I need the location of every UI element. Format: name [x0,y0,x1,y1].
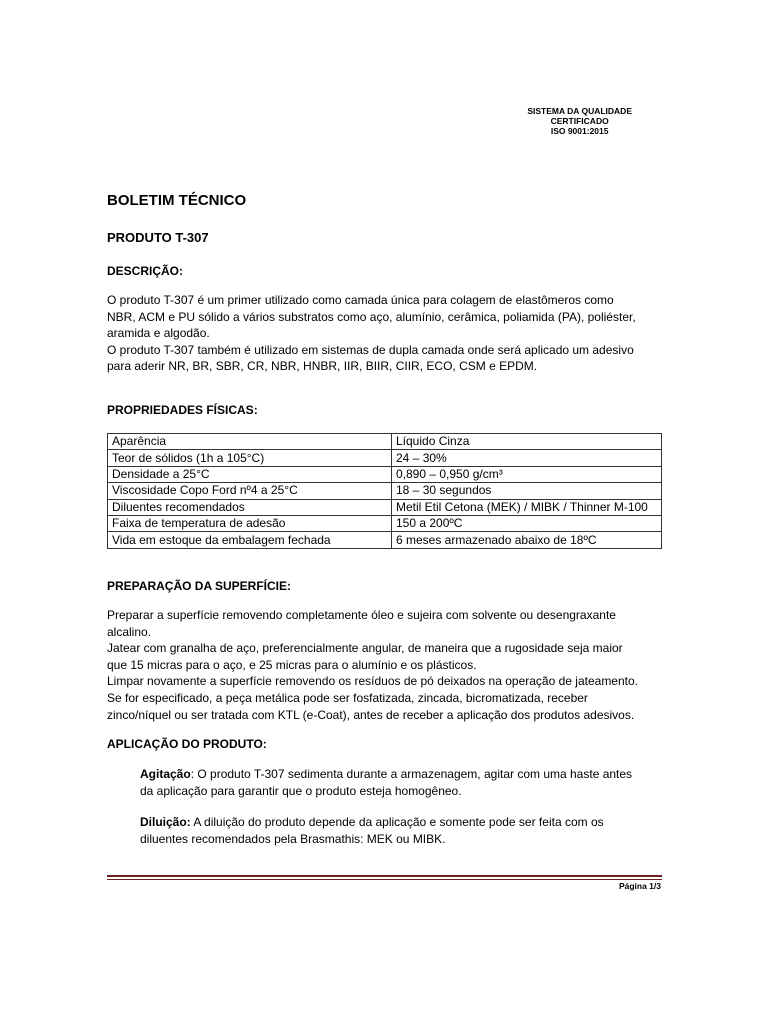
diluicao-text-1: A diluição do produto depende da aplicação e somente pode ser feita com os [190,815,604,829]
table-row [108,532,662,548]
property-value-cell: 6 meses armazenado abaixo de 18ºC [392,532,662,548]
descricao-line: NBR, ACM e PU sólido a vários substratos como aço, alumínio, cerâmica, poliamida (PA), poliéster, [107,309,636,324]
table-row [108,483,662,499]
agitacao-label: Agitação [140,767,191,781]
table-row [108,499,662,515]
property-name-cell: Vida em estoque da embalagem fechada [108,532,392,548]
preparacao-line: Se for especificado, a peça metálica pode ser fosfatizada, zincada, bicromatizada, receber [107,690,588,705]
descricao-line: aramida e algodão. [107,326,210,341]
quality-certification [527,106,632,136]
property-value-cell: 150 a 200ºC [392,515,662,531]
property-value-cell: 18 – 30 segundos [392,483,662,499]
property-name-cell: Diluentes recomendados [108,499,392,515]
aplicacao-heading: APLICAÇÃO DO PRODUTO: [107,737,267,751]
preparacao-line: Preparar a superfície removendo completamente óleo e sujeira com solvente ou desengraxante [107,608,616,622]
descricao-text [107,292,661,375]
property-value-cell: Líquido Cinza [392,434,662,450]
property-name-cell: Densidade a 25°C [108,466,392,482]
table-row [108,466,662,482]
property-value-cell: 0,890 – 0,950 g/cm³ [392,466,662,482]
descricao-line: para aderir NR, BR, SBR, CR, NBR, HNBR, IIR, BIIR, CIIR, ECO, CSM e EPDM. [107,359,538,374]
agitacao-paragraph [140,766,661,799]
diluicao-paragraph [140,814,661,847]
property-name-cell: Viscosidade Copo Ford nº4 a 25°C [108,483,392,499]
descricao-line: O produto T-307 é um primer utilizado como camada única para colagem de elastômeros como [107,293,614,307]
preparacao-line: alcalino. [107,624,152,639]
agitacao-line-2: da aplicação para garantir que o produto esteja homogêneo. [140,783,462,798]
preparacao-text [107,607,661,723]
product-name: PRODUTO T-307 [107,230,209,245]
agitacao-text-1: : O produto T-307 sedimenta durante a armazenagem, agitar com uma haste antes [190,767,633,781]
properties-table [107,433,662,549]
cert-line-1: SISTEMA DA QUALIDADE [527,106,632,116]
property-name-cell: Aparência [108,434,392,450]
descricao-line: O produto T-307 também é utilizado em sistemas de dupla camada onde será aplicado um adesivo [107,342,634,357]
descricao-heading: DESCRIÇÃO: [107,264,184,278]
agitacao-line-1 [140,766,661,783]
page-number: Página 1/3 [618,881,661,891]
diluicao-line-2: diluentes recomendados pela Brasmathis: MEK ou MIBK. [140,831,446,846]
property-value-cell: 24 – 30% [392,450,662,466]
cert-line-3: ISO 9001:2015 [550,126,609,136]
cert-line-2: CERTIFICADO [550,116,609,126]
table-row [108,515,662,531]
preparacao-line: Limpar novamente a superfície removendo os resíduos de pó deixados na operação de jateamento. [107,674,638,689]
footer-rule-thin [107,879,662,880]
preparacao-heading: PREPARAÇÃO DA SUPERFÍCIE: [107,579,292,593]
property-name-cell: Teor de sólidos (1h a 105°C) [108,450,392,466]
propriedades-heading: PROPRIEDADES FÍSICAS: [107,403,258,417]
diluicao-label: Diluição: [140,815,191,829]
footer-rule-thick [107,875,662,877]
property-value-cell: Metil Etil Cetona (MEK) / MIBK / Thinner M-100 [392,499,662,515]
preparacao-line: Jatear com granalha de aço, preferencialmente angular, de maneira que a rugosidade seja maior [107,641,623,656]
table-row [108,434,662,450]
table-row [108,450,662,466]
preparacao-line: que 15 micras para o aço, e 25 micras para o alumínio e os plásticos. [107,657,477,672]
document-title: BOLETIM TÉCNICO [107,192,247,209]
property-name-cell: Faixa de temperatura de adesão [108,515,392,531]
preparacao-line: zinco/níquel ou ser tratada com KTL (e-Coat), antes de receber a aplicação dos produtos adesivos. [107,707,635,722]
diluicao-line-1 [140,814,661,831]
